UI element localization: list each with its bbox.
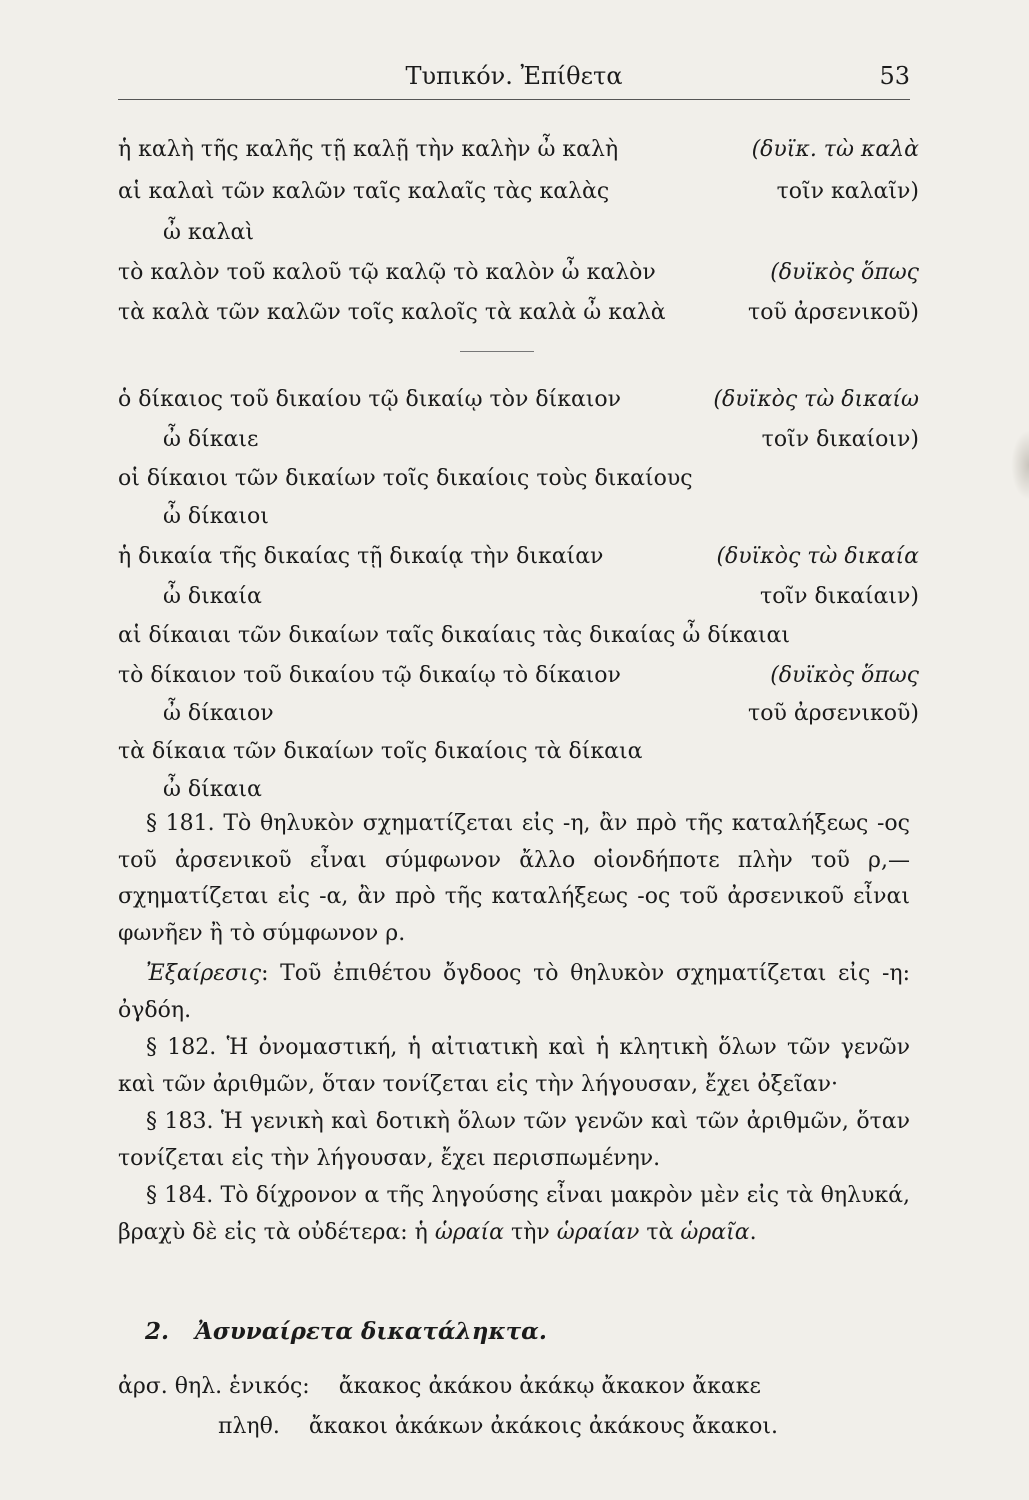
paradigm-line: ἡ δικαία τῆς δικαίας τῇ δικαίᾳ τὴν δικαίαν [118,544,604,569]
paradigm-line: αἱ δίκαιαι τῶν δικαίων ταῖς δικαίαις τὰς δικαίας ὦ δίκαιαι [118,623,790,648]
example-word: ὡραῖα [680,1219,750,1245]
running-header [118,60,910,94]
section-number: 2. [145,1318,170,1345]
paradigm-line: τὸ δίκαιον τοῦ δικαίου τῷ δικαίῳ τὸ δίκαιον [118,663,621,688]
akakos-line-2 [218,1410,778,1444]
dual-note: τοῦ ἀρσενικοῦ) [748,701,919,726]
dual-note: (δυϊκὸς τὼ δικαία [716,544,919,569]
dual-note: (δυϊκὸς ὅπως [770,663,919,688]
paradigm-line: ὦ δίκαια [163,777,262,802]
paragraph-181: § 181. Τὸ θηλυκὸν σχηματίζεται εἰς -η, ἂν πρὸ τῆς καταλήξεως -ος τοῦ ἀρσενικοῦ εἶναι σύμφωνον ἄλλο οἱονδήποτε πλὴν τοῦ ρ,— σχηματίζεται εἰς -α, ἂν πρὸ τῆς καταλήξεως -ος τοῦ ἀρσενικοῦ εἶναι φωνῆεν ἢ τὸ σύμφωνον ρ. [118,811,910,946]
exception-label: Ἐξαίρεσις [146,961,262,986]
paper-stain [1011,430,1029,500]
paradigm-line: ὦ καλαὶ [163,220,254,245]
dual-note: (δυϊκὸς ὅπως [770,260,919,285]
paradigm-line: ὦ δίκαιε [163,427,259,452]
akakos-line-1 [118,1370,761,1404]
dual-note: τοῖν καλαῖν) [776,179,919,204]
paragraph-exception [118,956,910,1029]
forms: ἄκακος ἀκάκου ἀκάκῳ ἄκακον ἄκακε [338,1374,761,1399]
forms-label: ἀρσ. θηλ. ἑνικός: [118,1374,310,1399]
paradigm-line: ὦ δικαία [163,584,262,609]
text-run: τὴν [504,1219,557,1245]
paragraph-182: § 182. Ἡ ὀνομαστική, ἡ αἰτιατικὴ καὶ ἡ κλητικὴ ὅλων τῶν γενῶν καὶ τῶν ἀριθμῶν, ὅταν τονίζεται εἰς τὴν λήγουσαν, ἔχει ὀξεῖαν· [118,1035,910,1097]
paradigm-line: ὦ δίκαιον [163,701,274,726]
forms: ἄκακοι ἀκάκων ἀκάκοις ἀκάκους ἄκακοι. [308,1414,779,1439]
text-run: § 184. Τὸ δίχρονον α τῆς ληγούσης εἶναι μακρὸν μὲν εἰς τὰ θηλυκά, βραχὺ δὲ εἰς τὰ οὐδέτερα: ἡ [118,1183,910,1245]
paradigm-line: οἱ δίκαιοι τῶν δικαίων τοῖς δικαίοις τοὺς δικαίους [118,466,693,491]
dual-note: (δυϊκ. τὼ καλὰ [751,137,919,162]
dual-note: τοῦ ἀρσενικοῦ) [748,300,919,325]
text-run: τὰ [639,1219,681,1245]
dual-note: (δυϊκὸς τὼ δικαίω [713,387,919,412]
paradigm-line: τὸ καλὸν τοῦ καλοῦ τῷ καλῷ τὸ καλὸν ὦ καλὸν [118,260,656,285]
paragraph-184 [118,1178,910,1251]
dual-note: τοῖν δικαίαιν) [760,584,919,609]
text-run: . [749,1219,757,1245]
paradigm-line: ὦ δίκαιοι [163,504,269,529]
example-word: ὡραία [434,1219,505,1245]
section-heading [145,1318,547,1345]
header-title: Τυπικόν. Ἐπίθετα [405,62,623,90]
paradigm-line: ὁ δίκαιος τοῦ δικαίου τῷ δικαίῳ τὸν δίκαιον [118,387,622,412]
paragraph-183: § 183. Ἡ γενικὴ καὶ δοτικὴ ὅλων τῶν γενῶν καὶ τῶν ἀριθμῶν, ὅταν τονίζεται εἰς τὴν λήγουσαν, ἔχει περισπωμένην. [118,1109,910,1171]
exception-text: : Τοῦ ἐπιθέτου ὄγδοος τὸ θηλυκὸν σχηματίζεται εἰς -η: ὀγδόη. [118,961,910,1023]
section-divider [460,351,534,352]
paradigm-line: αἱ καλαὶ τῶν καλῶν ταῖς καλαῖς τὰς καλὰς [118,179,610,204]
paradigm-line: ἡ καλὴ τῆς καλῆς τῇ καλῇ τὴν καλὴν ὦ καλὴ [118,137,619,162]
section-title: Ἀσυναίρετα δικατάληκτα. [195,1318,547,1345]
header-rule [118,99,910,100]
paradigm-line: τὰ καλὰ τῶν καλῶν τοῖς καλοῖς τὰ καλὰ ὦ καλὰ [118,300,666,325]
page-number: 53 [879,62,910,90]
example-word: ὡραίαν [556,1219,640,1245]
dual-note: τοῖν δικαίοιν) [761,427,919,452]
paradigm-line: τὰ δίκαια τῶν δικαίων τοῖς δικαίοις τὰ δίκαια [118,739,643,764]
forms-label: πληθ. [218,1414,280,1439]
